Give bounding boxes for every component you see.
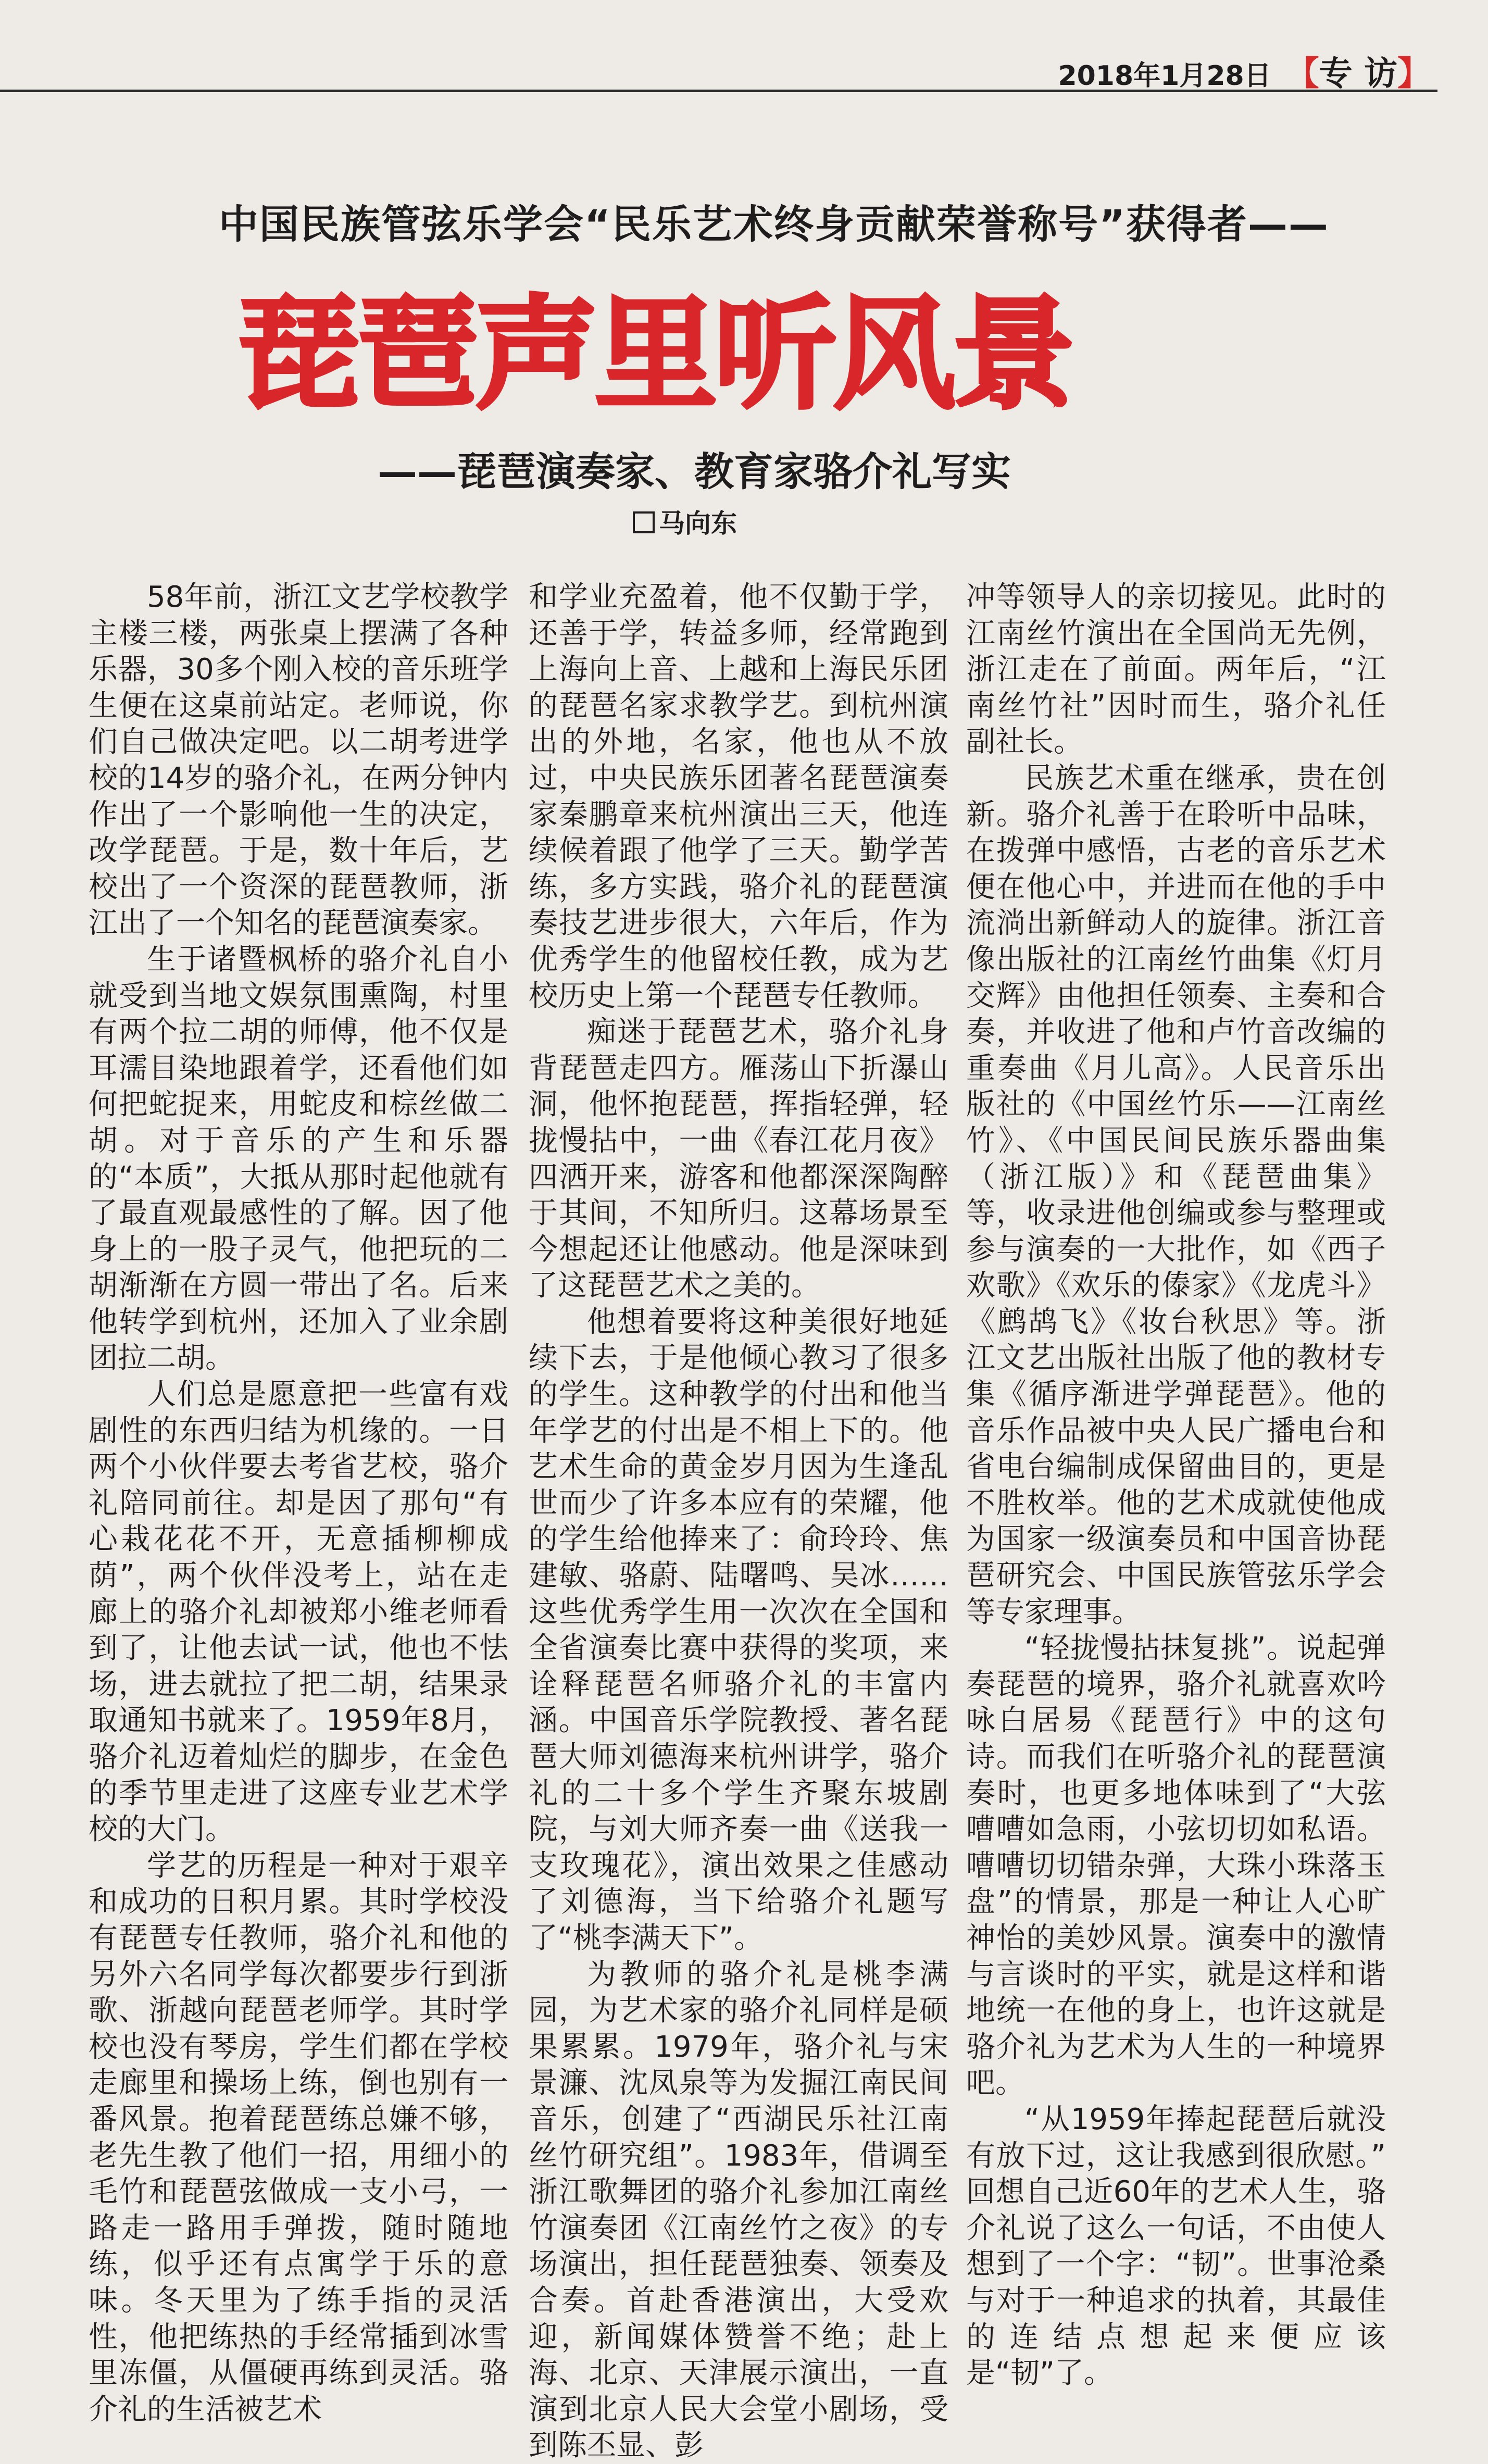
paragraph: “从1959年捧起琵琶后就没有放下过，这让我感到很欣慰。” 回想自己近60年的艺术人生，骆介礼说了这么一句话，不由使人想到了一个字：“韧”。世事沧桑与对于一种追求的执着，其最佳的连结点想起来便应该是“韧”了。 bbox=[966, 2102, 1415, 2391]
article-kicker: 中国民族管弦乐学会“民乐艺术终身贡献荣誉称号”获得者—— bbox=[219, 201, 1329, 247]
author-name: 马向东 bbox=[659, 508, 737, 539]
article-subtitle: ——琵琶演奏家、教育家骆介礼写实 bbox=[378, 448, 1011, 495]
paragraph: 和学业充盈着，他不仅勤于学，还善于学，转益多师，经常跑到上海向上音、上越和上海民乐团的琵琶名家求教学艺。到杭州演出的外地，名家，他也从不放过，中央民族乐团著名琵琶演奏家秦鹏章来杭州演出三天，他连续候着跟了他学了三天。勤学苦练，多方实践，骆介礼的琵琶演奏技艺进步很大，六年后，作为优秀学生的他留校任教，成为艺校历史上第一个琵琶专任教师。 bbox=[529, 580, 948, 1013]
issue-date: 2018年1月28日 bbox=[1058, 60, 1271, 92]
byline bbox=[633, 503, 737, 540]
article-column-2 bbox=[529, 579, 948, 2464]
article-title: 琵琶声里听风景 bbox=[237, 282, 1072, 426]
paragraph: 人们总是愿意把一些富有戏剧性的东西归结为机缘的。一日两个小伙伴要去考省艺校，骆介礼陪同前往。却是因了那句“有心栽花花不开，无意插柳柳成荫”，两个伙伴没考上，站在走廊上的骆介礼却被郑小维老师看到了，让他去试一试，他也不怯场，进去就拉了把二胡，结果录取通知书就来了。1959年8月，骆介礼迈着灿烂的脚步，在金色的季节里走进了这座专业艺术学校的大门。 bbox=[89, 1378, 508, 1847]
paragraph: “轻拢慢拈抹复挑”。说起弹奏琵琶的境界，骆介礼就喜欢吟咏白居易《琵琶行》中的这句诗。而我们在听骆介礼的琵琶演奏时，也更多地体味到了“大弦嘈嘈如急雨，小弦切切如私语。嘈嘈切切错杂弹，大珠小珠落玉盘”的情景，那是一种让人心旷神怡的美妙风景。演奏中的激情与言谈时的平实，就是这样和谐地统一在他的身上，也许这就是骆介礼为艺术为人生的一种境界吧。 bbox=[966, 1631, 1386, 2100]
paragraph: 学艺的历程是一种对于艰辛和成功的日积月累。其时学校没有琵琶专任教师，骆介礼和他的另外六名同学每次都要步行到浙歌、浙越向琵琶老师学。其时学校也没有琴房，学生们都在学校走廊里和操场上练，倒也别有一番风景。抱着琵琶练总嫌不够，老先生教了他们一招，用细小的毛竹和琵琶弦做成一支小弓，一路走一路用手弹拨，随时随地练，似乎还有点寓学于乐的意味。冬天里为了练手指的灵活性，他把练热的手经常插到冰雪里冻僵，从僵硬再练到灵活。骆介礼的生活被艺术 bbox=[89, 1848, 508, 2427]
section-bracket-open: 【 bbox=[1285, 54, 1319, 93]
paragraph: 生于诸暨枫桥的骆介礼自小就受到当地文娱氛围熏陶，村里有两个拉二胡的师傅，他不仅是耳濡目染地跟着学，还看他们如何把蛇捉来，用蛇皮和棕丝做二胡。对于音乐的产生和乐器的“本质”，大抵从那时起他就有了最直观最感性的了解。因了他身上的一股子灵气，他把玩的二胡渐渐在方圆一带出了名。后来他转学到杭州，还加入了业余剧团拉二胡。 bbox=[89, 942, 508, 1375]
paragraph: 他想着要将这种美很好地延续下去，于是他倾心教习了很多的学生。这种教学的付出和他当年学艺的付出是不相上下的。他艺术生命的黄金岁月因为生逢乱世而少了许多本应有的荣耀，他的学生给他捧来了：俞玲玲、焦建敏、骆蔚、陆曙鸣、吴冰……这些优秀学生用一次次在全国和全省演奏比赛中获得的奖项，来诠释琵琶名师骆介礼的丰富内涵。中国音乐学院教授、著名琵琶大师刘德海来杭州讲学，骆介礼的二十多个学生齐聚东坡剧院，与刘大师齐奏一曲《送我一支玫瑰花》，演出效果之佳感动了刘德海，当下给骆介礼题写了“桃李满天下”。 bbox=[529, 1305, 948, 1955]
section-label bbox=[1286, 47, 1431, 95]
paragraph: 痴迷于琵琶艺术，骆介礼身背琵琶走四方。雁荡山下折瀑山洞，他怀抱琵琶，挥指轻弹，轻拢慢拈中，一曲《春江花月夜》四洒开来，游客和他都深深陶醉于其间，不知所归。这幕场景至今想起还让他感动。他是深味到了这琵琶艺术之美的。 bbox=[529, 1015, 948, 1303]
article-column-3 bbox=[966, 579, 1415, 2392]
section-bracket-close: 】 bbox=[1397, 54, 1431, 93]
paragraph: 58年前，浙江文艺学校教学主楼三楼，两张桌上摆满了各种乐器，30多个刚入校的音乐班学生便在这桌前站定。老师说，你们自己做决定吧。以二胡考进学校的14岁的骆介礼，在两分钟内作出了一个影响他一生的决定，改学琵琶。于是，数十年后，艺校出了一个资深的琵琶教师，浙江出了一个知名的琵琶演奏家。 bbox=[89, 580, 508, 941]
paragraph: 冲等领导人的亲切接见。此时的江南丝竹演出在全国尚无先例，浙江走在了前面。两年后，“江南丝竹社”因时而生，骆介礼任副社长。 bbox=[966, 580, 1386, 759]
article-column-1 bbox=[89, 579, 508, 2428]
section-name: 专 访 bbox=[1319, 54, 1397, 93]
byline-box-icon bbox=[633, 511, 655, 533]
paragraph: 为教师的骆介礼是桃李满园，为艺术家的骆介礼同样是硕果累累。1979年，骆介礼与宋景濂、沈凤泉等为发掘江南民间音乐，创建了“西湖民乐社江南丝竹研究组”。1983年，借调至浙江歌舞团的骆介礼参加江南丝竹演奏团《江南丝竹之夜》的专场演出，担任琵琶独奏、领奏及合奏。首赴香港演出，大受欢迎，新闻媒体赞誉不绝；赴上海、北京、天津展示演出，一直演到北京人民大会堂小剧场，受到陈丕显、彭 bbox=[529, 1957, 948, 2463]
paragraph: 民族艺术重在继承，贵在创新。骆介礼善于在聆听中品味，在拨弹中感悟，古老的音乐艺术便在他心中，并进而在他的手中流淌出新鲜动人的旋律。浙江音像出版社的江南丝竹曲集《灯月交辉》由他担任领奏、主奏和合奏，并收进了他和卢竹音改编的重奏曲《月儿高》。人民音乐出版社的《中国丝竹乐——江南丝竹》、《中国民间民族乐器曲集（浙江版）》和《琵琶曲集》等，收录进他创编或参与整理或参与演奏的一大批作，如《西子欢歌》《欢乐的傣家》《龙虎斗》《鹧鸪飞》《妆台秋思》等。浙江文艺出版社出版了他的教材专集《循序渐进学弹琵琶》。他的音乐作品被中央人民广播电台和省电台编制成保留曲目的，更是不胜枚举。他的艺术成就使他成为国家一级演奏员和中国音协琵琶研究会、中国民族管弦乐学会等专家理事。 bbox=[966, 761, 1386, 1629]
header-row bbox=[1058, 47, 1431, 95]
